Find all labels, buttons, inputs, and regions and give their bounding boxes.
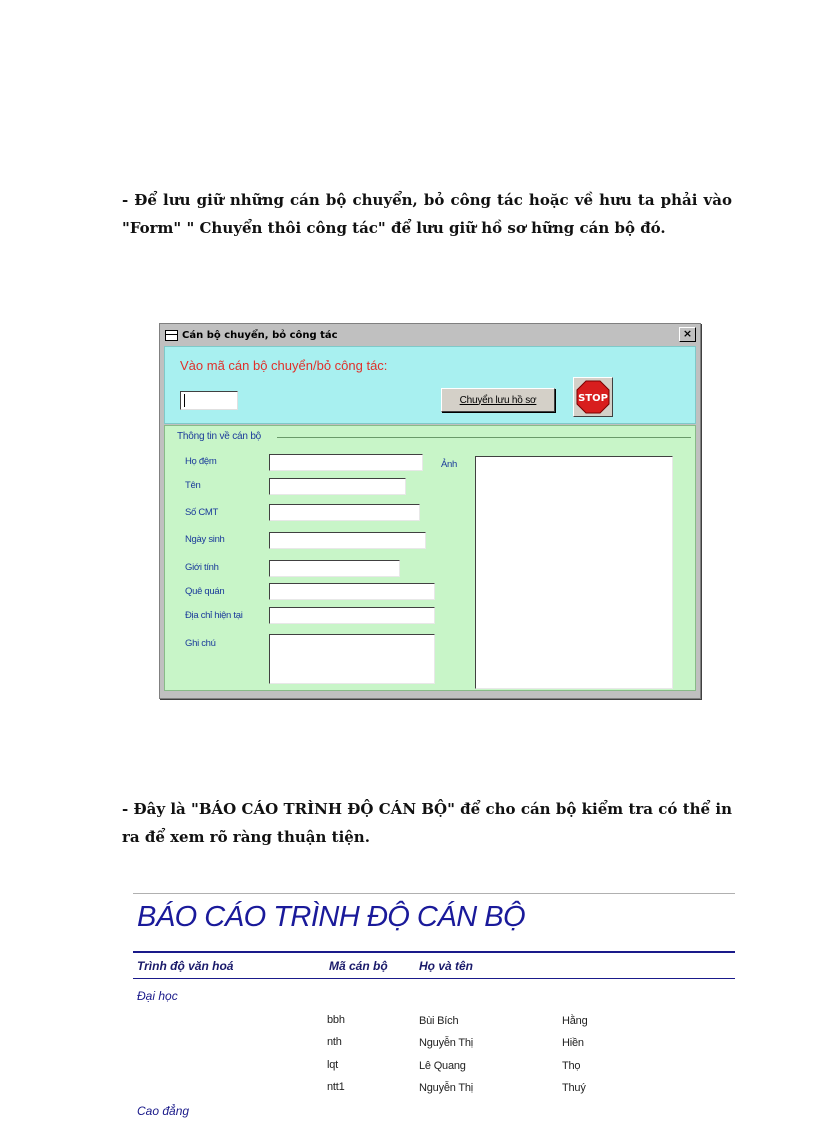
field-ten[interactable] <box>269 478 406 495</box>
column-header: Họ và tên <box>419 959 474 973</box>
paragraph-line: - Để lưu giữ những cán bộ chuyển, bỏ công tác hoặc về hưu ta phải vào <box>122 191 732 209</box>
paragraph-line: "Form" " Chuyển thôi công tác" để lưu giữ hồ sơ hững cán bộ đó. <box>122 219 666 237</box>
staff-qualification-report <box>133 893 735 1123</box>
form-icon <box>165 330 178 341</box>
staff-surname: Nguyễn Thị <box>419 1082 474 1094</box>
report-group-heading: Đại học <box>137 989 178 1003</box>
label-ten: Tên <box>185 480 201 491</box>
section-divider <box>277 437 691 438</box>
staff-surname: Lê Quang <box>419 1060 466 1072</box>
staff-given-name: Thuý <box>562 1082 586 1094</box>
info-section-title: Thông tin về cán bộ <box>177 431 262 442</box>
paragraph-line: - Đây là "BÁO CÁO TRÌNH ĐỘ CÁN BỘ" để cho cán bộ kiểm tra có thể in <box>122 800 732 818</box>
staff-code: ntt1 <box>327 1081 345 1093</box>
field-ho-dem[interactable] <box>269 454 423 471</box>
paragraph-line: ra để xem rõ ràng thuận tiện. <box>122 828 370 846</box>
report-header-rule <box>133 978 735 979</box>
field-que-quan[interactable] <box>269 583 435 600</box>
staff-given-name: Hiền <box>562 1037 584 1049</box>
lookup-panel <box>164 346 696 424</box>
report-group-heading: Cao đẳng <box>137 1104 190 1118</box>
photo-box <box>475 456 673 689</box>
label-ho-dem: Họ đệm <box>185 456 217 467</box>
column-header: Trình độ văn hoá <box>137 959 234 973</box>
label-so-cmt: Số CMT <box>185 507 219 518</box>
staff-code-prompt: Vào mã cán bộ chuyển/bỏ công tác: <box>180 358 388 373</box>
label-que-quan: Quê quán <box>185 586 225 597</box>
close-button[interactable]: × <box>679 327 696 342</box>
staff-given-name: Thọ <box>562 1060 581 1072</box>
field-ngay-sinh[interactable] <box>269 532 426 549</box>
staff-info-panel <box>164 425 696 691</box>
staff-given-name: Hằng <box>562 1015 588 1027</box>
label-gioi-tinh: Giới tính <box>185 562 219 573</box>
report-top-rule <box>133 893 735 894</box>
stop-label: STOP <box>578 393 608 404</box>
field-so-cmt[interactable] <box>269 504 420 521</box>
label-photo: Ảnh <box>441 459 458 470</box>
report-header-rule <box>133 951 735 953</box>
column-header: Mã cán bộ <box>329 959 388 973</box>
staff-code-input[interactable] <box>180 391 238 410</box>
field-dia-chi[interactable] <box>269 607 435 624</box>
field-ghi-chu[interactable] <box>269 634 435 684</box>
label-ngay-sinh: Ngày sinh <box>185 534 225 545</box>
intro-paragraph-form <box>122 186 732 242</box>
stop-icon <box>576 380 610 414</box>
staff-code: bbh <box>327 1014 345 1026</box>
stop-button[interactable] <box>573 377 613 417</box>
transfer-record-button[interactable]: Chuyển lưu hồ sơ <box>441 388 555 412</box>
text-caret <box>184 394 185 407</box>
label-ghi-chu: Ghi chú <box>185 638 216 649</box>
window-title: Cán bộ chuyển, bỏ công tác <box>182 329 338 341</box>
field-gioi-tinh[interactable] <box>269 560 400 577</box>
label-dia-chi: Địa chỉ hiện tại <box>185 610 243 621</box>
staff-surname: Nguyễn Thị <box>419 1037 474 1049</box>
window-titlebar <box>162 326 698 344</box>
transfer-staff-form-window <box>159 323 701 699</box>
intro-paragraph-report <box>122 795 732 851</box>
staff-code: lqt <box>327 1059 339 1071</box>
staff-surname: Bùi Bích <box>419 1015 459 1027</box>
staff-code: nth <box>327 1036 342 1048</box>
report-title: BÁO CÁO TRÌNH ĐỘ CÁN BỘ <box>137 901 526 933</box>
